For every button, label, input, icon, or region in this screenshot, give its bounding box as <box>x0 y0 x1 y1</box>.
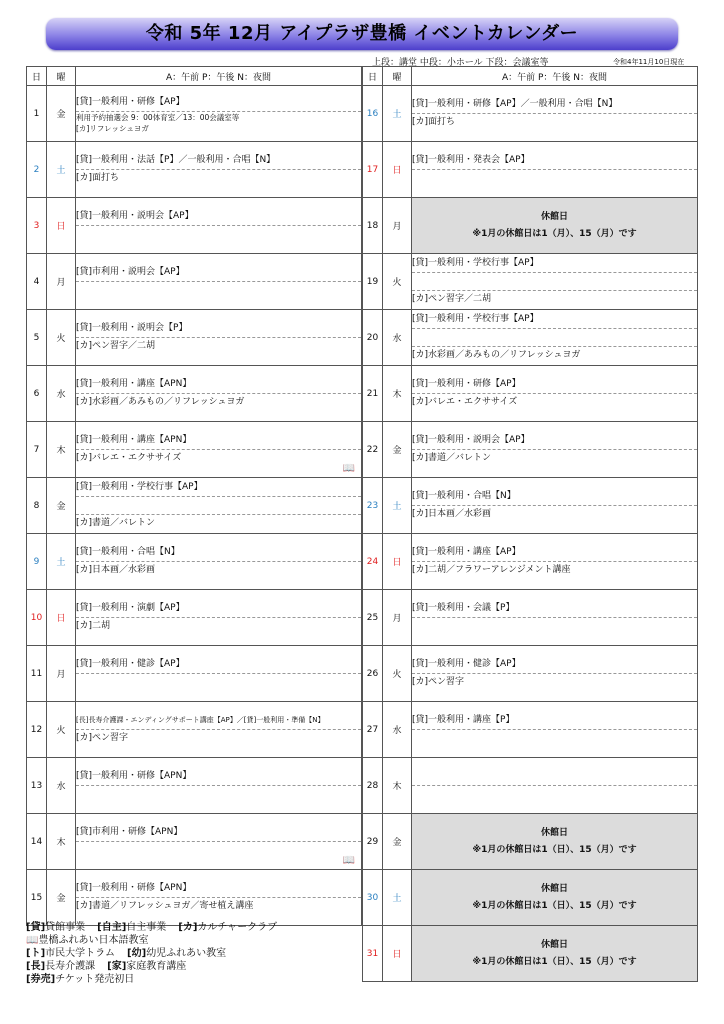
calendar-row <box>363 590 698 646</box>
weekday: 水 <box>383 702 412 758</box>
weekday: 月 <box>383 198 412 254</box>
calendar-row <box>363 702 698 758</box>
event-line <box>76 786 361 803</box>
legend-key: [券売] <box>26 974 56 985</box>
day-number: 3 <box>27 198 47 254</box>
calendar-right <box>362 66 698 982</box>
header-day: 日 <box>363 67 383 86</box>
event-lines <box>76 198 361 253</box>
event-line: [カ]二胡 <box>76 621 111 631</box>
closed-label: 休館日 <box>540 211 568 222</box>
day-number: 22 <box>363 422 383 478</box>
weekday: 月 <box>383 590 412 646</box>
legend-row <box>26 960 362 973</box>
weekday: 月 <box>47 254 76 310</box>
event-line: [貸]一般利用・研修【AP】 <box>76 94 361 112</box>
event-cell <box>76 422 362 478</box>
day-number: 14 <box>27 814 47 870</box>
event-line: [貸]一般利用・学校行事【AP】 <box>76 479 361 497</box>
event-lines <box>76 758 361 813</box>
calendar-row <box>27 198 362 254</box>
weekday: 日 <box>47 590 76 646</box>
day-number: 12 <box>27 702 47 758</box>
event-line: [貸]一般利用・研修【AP】 <box>412 376 697 394</box>
legend-text: カルチャークラブ <box>197 922 278 933</box>
event-lines <box>76 534 361 589</box>
as-of-date: 令和4年11月10日現在 <box>613 58 685 66</box>
event-line: [貸]一般利用・説明会【AP】 <box>76 208 361 226</box>
event-line: [カ]二胡／フラワーアレンジメント講座 <box>412 565 571 575</box>
event-lines <box>412 422 697 477</box>
calendar-left <box>26 66 362 926</box>
day-number: 5 <box>27 310 47 366</box>
day-number: 10 <box>27 590 47 646</box>
event-cell <box>412 198 698 254</box>
event-line: [貸]一般利用・健診【AP】 <box>76 656 361 674</box>
legend-text: 豊橋ふれあい日本語教室 <box>38 935 149 946</box>
event-line: [貸]市利用・研修【APN】 <box>76 824 361 842</box>
event-line <box>76 497 361 515</box>
event-line: [貸]一般利用・学校行事【AP】 <box>412 255 697 273</box>
event-cell <box>412 534 698 590</box>
calendar-row <box>27 758 362 814</box>
weekday: 土 <box>47 534 76 590</box>
event-lines <box>412 534 697 589</box>
closed-label: 休館日 <box>540 827 568 838</box>
event-lines <box>412 142 697 197</box>
legend-text: 市民大学トラム <box>45 948 116 959</box>
event-cell <box>412 870 698 926</box>
legend-key: [家] <box>107 961 127 972</box>
event-cell <box>412 254 698 310</box>
weekday: 日 <box>383 142 412 198</box>
book-icon: 📖 <box>342 463 355 474</box>
event-line: [カ]書道／リフレッシュヨガ／寄せ植え講座 <box>76 901 254 911</box>
event-line: [カ]日本画／水彩画 <box>412 509 492 519</box>
calendar-row <box>27 86 362 142</box>
event-line: [カ]日本画／水彩画 <box>76 565 156 575</box>
event-line: [カ]書道／バレトン <box>412 453 492 463</box>
weekday: 火 <box>47 702 76 758</box>
event-line: [カ]ペン習字 <box>76 733 129 743</box>
legend-key: [ト] <box>26 948 46 959</box>
legend-key: [貸] <box>26 922 46 933</box>
event-line <box>76 282 361 299</box>
event-lines <box>412 254 697 309</box>
day-number: 27 <box>363 702 383 758</box>
event-cell <box>76 758 362 814</box>
event-cell <box>76 198 362 254</box>
event-cell <box>76 534 362 590</box>
legend-text: 幼児ふれあい教室 <box>146 948 227 959</box>
event-cell <box>412 478 698 534</box>
event-line <box>412 618 697 635</box>
weekday: 金 <box>383 814 412 870</box>
page-title: 令和 5年 12月 アイプラザ豊橋 イベントカレンダー <box>46 18 678 50</box>
event-line: [貸]一般利用・法話【P】／一般利用・合唱【N】 <box>76 152 361 170</box>
calendar-row <box>27 814 362 870</box>
event-line: [貸]市利用・説明会【AP】 <box>76 264 361 282</box>
calendar-row <box>27 870 362 926</box>
event-lines <box>412 310 697 365</box>
event-line <box>412 786 697 803</box>
day-number: 13 <box>27 758 47 814</box>
event-lines <box>76 870 361 925</box>
event-cell <box>412 142 698 198</box>
weekday: 火 <box>383 254 412 310</box>
event-line: [カ]ペン習字／二胡 <box>76 341 156 351</box>
legend-item <box>107 960 186 973</box>
event-lines <box>76 86 361 141</box>
calendar-row <box>363 926 698 982</box>
weekday: 火 <box>383 646 412 702</box>
event-cell <box>412 590 698 646</box>
legend-item <box>127 947 226 960</box>
weekday: 木 <box>47 814 76 870</box>
weekday: 土 <box>383 86 412 142</box>
event-line: [貸]一般利用・講座【AP】 <box>412 544 697 562</box>
event-cell <box>76 86 362 142</box>
day-number: 11 <box>27 646 47 702</box>
closed-note: ※1月の休館日は1（日）、15（月）です <box>472 900 637 911</box>
day-number: 30 <box>363 870 383 926</box>
weekday: 日 <box>383 926 412 982</box>
weekday: 木 <box>47 422 76 478</box>
event-line <box>412 768 697 786</box>
event-cell <box>412 814 698 870</box>
event-lines <box>412 86 697 141</box>
legend-text: 貸館事業 <box>45 922 86 933</box>
event-line: [貸]一般利用・説明会【P】 <box>76 320 361 338</box>
day-number: 31 <box>363 926 383 982</box>
calendar-row <box>363 534 698 590</box>
weekday: 日 <box>383 534 412 590</box>
event-cell <box>76 646 362 702</box>
legend-item <box>26 934 148 947</box>
day-number: 18 <box>363 198 383 254</box>
event-line <box>76 674 361 691</box>
legend-item <box>26 960 95 973</box>
event-line: [貸]一般利用・学校行事【AP】 <box>412 311 697 329</box>
day-number: 16 <box>363 86 383 142</box>
event-line: [貸]一般利用・研修【APN】 <box>76 768 361 786</box>
event-lines <box>412 702 697 757</box>
event-cell <box>412 758 698 814</box>
day-number: 20 <box>363 310 383 366</box>
calendar-row <box>363 478 698 534</box>
legend-row <box>26 947 362 960</box>
legend-row <box>26 934 362 947</box>
calendar-row <box>363 758 698 814</box>
calendar-row <box>363 646 698 702</box>
event-lines <box>76 310 361 365</box>
event-lines <box>412 870 697 925</box>
day-number: 19 <box>363 254 383 310</box>
event-line: [カ]バレエ・エクササイズ <box>76 453 182 463</box>
weekday: 日 <box>47 198 76 254</box>
day-number: 9 <box>27 534 47 590</box>
closed-note: ※1月の休館日は1（月）、15（月）です <box>472 228 637 239</box>
day-number: 21 <box>363 366 383 422</box>
day-number: 24 <box>363 534 383 590</box>
event-cell <box>76 366 362 422</box>
event-line: [貸]一般利用・説明会【AP】 <box>412 432 697 450</box>
event-line <box>412 170 697 187</box>
day-number: 23 <box>363 478 383 534</box>
legend-text: 家庭教育講座 <box>126 961 187 972</box>
event-line: [貸]一般利用・発表会【AP】 <box>412 152 697 170</box>
calendar-row <box>27 702 362 758</box>
weekday: 木 <box>383 366 412 422</box>
calendar-row <box>363 198 698 254</box>
day-number: 7 <box>27 422 47 478</box>
calendar-row <box>363 366 698 422</box>
event-lines <box>76 646 361 701</box>
event-cell <box>76 590 362 646</box>
event-line: [カ]水彩画／あみもの／リフレッシュヨガ <box>76 397 245 407</box>
event-line: [貸]一般利用・研修【AP】／一般利用・合唱【N】 <box>412 96 697 114</box>
event-line: [貸]一般利用・講座【P】 <box>412 712 697 730</box>
event-line: [カ]面打ち <box>76 173 120 183</box>
event-line <box>412 273 697 291</box>
event-line: [カ]ペン習字 <box>412 677 465 687</box>
weekday: 金 <box>47 870 76 926</box>
event-lines <box>76 254 361 309</box>
legend-row <box>26 921 362 934</box>
event-lines <box>412 758 697 813</box>
event-cell <box>76 254 362 310</box>
closed-note: ※1月の休館日は1（日）、15（月）です <box>472 956 637 967</box>
event-line: [貸]一般利用・会議【P】 <box>412 600 697 618</box>
calendar-row <box>27 590 362 646</box>
legend-item <box>26 973 134 986</box>
event-cell <box>76 478 362 534</box>
legend-item <box>97 921 166 934</box>
event-line: [カ]水彩画／あみもの／リフレッシュヨガ <box>412 350 581 360</box>
calendar-row <box>27 478 362 534</box>
event-cell <box>412 702 698 758</box>
event-cell <box>412 86 698 142</box>
event-line: [カ]バレエ・エクササイズ <box>412 397 518 407</box>
day-number: 29 <box>363 814 383 870</box>
weekday: 水 <box>383 310 412 366</box>
weekday: 金 <box>47 86 76 142</box>
event-line: [カ]書道／バレトン <box>76 518 156 528</box>
event-line: 利用予約抽選会 9：00体育室／13：00会議室等 <box>76 112 240 122</box>
event-line: [貸]一般利用・講座【APN】 <box>76 432 361 450</box>
weekday: 水 <box>47 758 76 814</box>
event-line: [カ]面打ち <box>412 117 456 127</box>
event-cell <box>412 926 698 982</box>
event-lines <box>76 142 361 197</box>
closed-label: 休館日 <box>540 883 568 894</box>
header-period: A：午前 P：午後 N：夜間 <box>412 67 698 86</box>
event-lines <box>412 646 697 701</box>
legend-item <box>178 921 277 934</box>
day-number: 2 <box>27 142 47 198</box>
legend-key: [長] <box>26 961 46 972</box>
calendar-row <box>27 366 362 422</box>
event-lines <box>76 814 361 869</box>
event-cell <box>412 310 698 366</box>
legend-item <box>26 921 85 934</box>
calendar-row <box>27 254 362 310</box>
event-cell <box>76 142 362 198</box>
weekday: 土 <box>47 142 76 198</box>
legend <box>26 921 362 986</box>
event-line: [貸]一般利用・合唱【N】 <box>76 544 361 562</box>
closed-note: ※1月の休館日は1（日）、15（月）です <box>472 844 637 855</box>
event-cell <box>412 366 698 422</box>
event-line: [カ]リフレッシュヨガ <box>76 123 149 133</box>
event-line: [長]長寿介護課・エンディングサポート講座【AP】／[貸]一般利用・準備【N】 <box>76 712 361 730</box>
weekday: 土 <box>383 478 412 534</box>
legend-key: [自主] <box>97 922 127 933</box>
event-line <box>76 842 361 859</box>
event-cell <box>76 310 362 366</box>
legend-text: 自主事業 <box>126 922 167 933</box>
header-dow: 曜 <box>383 67 412 86</box>
event-lines <box>76 478 361 533</box>
day-number: 17 <box>363 142 383 198</box>
header-period: A：午前 P：午後 N：夜間 <box>76 67 362 86</box>
book-icon: 📖 <box>342 855 355 866</box>
event-line <box>412 329 697 347</box>
calendar-row <box>363 142 698 198</box>
calendar-row <box>363 422 698 478</box>
weekday: 木 <box>383 758 412 814</box>
legend-key: 📖 <box>26 935 39 946</box>
event-lines <box>412 814 697 869</box>
event-lines <box>412 478 697 533</box>
calendar-row <box>27 422 362 478</box>
legend-key: [カ] <box>178 922 198 933</box>
event-lines <box>76 590 361 645</box>
day-number: 1 <box>27 86 47 142</box>
event-cell <box>412 646 698 702</box>
header-dow: 曜 <box>47 67 76 86</box>
event-lines <box>76 702 361 757</box>
calendar-row <box>363 254 698 310</box>
legend-row <box>26 973 362 986</box>
event-lines <box>76 422 361 477</box>
calendar-row <box>363 870 698 926</box>
legend-key: [幼] <box>127 948 147 959</box>
event-lines <box>412 198 697 253</box>
header-day: 日 <box>27 67 47 86</box>
calendar-row <box>363 310 698 366</box>
weekday: 火 <box>47 310 76 366</box>
calendar-row <box>27 646 362 702</box>
day-number: 8 <box>27 478 47 534</box>
event-cell <box>76 814 362 870</box>
event-line: [貸]一般利用・演劇【AP】 <box>76 600 361 618</box>
event-line: [カ]ペン習字／二胡 <box>412 294 492 304</box>
closed-label: 休館日 <box>540 939 568 950</box>
day-number: 6 <box>27 366 47 422</box>
event-cell <box>76 702 362 758</box>
event-line <box>412 730 697 747</box>
day-number: 4 <box>27 254 47 310</box>
event-cell <box>412 422 698 478</box>
row-legend: 上段：講堂 中段：小ホール 下段：会議室等 <box>372 58 549 68</box>
calendar-row <box>27 310 362 366</box>
weekday: 水 <box>47 366 76 422</box>
day-number: 28 <box>363 758 383 814</box>
calendar-row <box>27 142 362 198</box>
weekday: 金 <box>47 478 76 534</box>
day-number: 26 <box>363 646 383 702</box>
weekday: 金 <box>383 422 412 478</box>
legend-text: 長寿介護課 <box>45 961 96 972</box>
calendar-row <box>363 814 698 870</box>
weekday: 月 <box>47 646 76 702</box>
day-number: 25 <box>363 590 383 646</box>
event-line: [貸]一般利用・合唱【N】 <box>412 488 697 506</box>
event-line <box>76 226 361 243</box>
event-lines <box>412 926 697 981</box>
day-number: 15 <box>27 870 47 926</box>
event-line: [貸]一般利用・講座【APN】 <box>76 376 361 394</box>
event-line: [貸]一般利用・研修【APN】 <box>76 880 361 898</box>
event-lines <box>412 366 697 421</box>
legend-text: チケット発売初日 <box>55 974 135 985</box>
calendar-row <box>363 86 698 142</box>
legend-item <box>26 947 115 960</box>
event-lines <box>76 366 361 421</box>
calendar-row <box>27 534 362 590</box>
weekday: 土 <box>383 870 412 926</box>
event-line: [貸]一般利用・健診【AP】 <box>412 656 697 674</box>
event-lines <box>412 590 697 645</box>
event-cell <box>76 870 362 926</box>
